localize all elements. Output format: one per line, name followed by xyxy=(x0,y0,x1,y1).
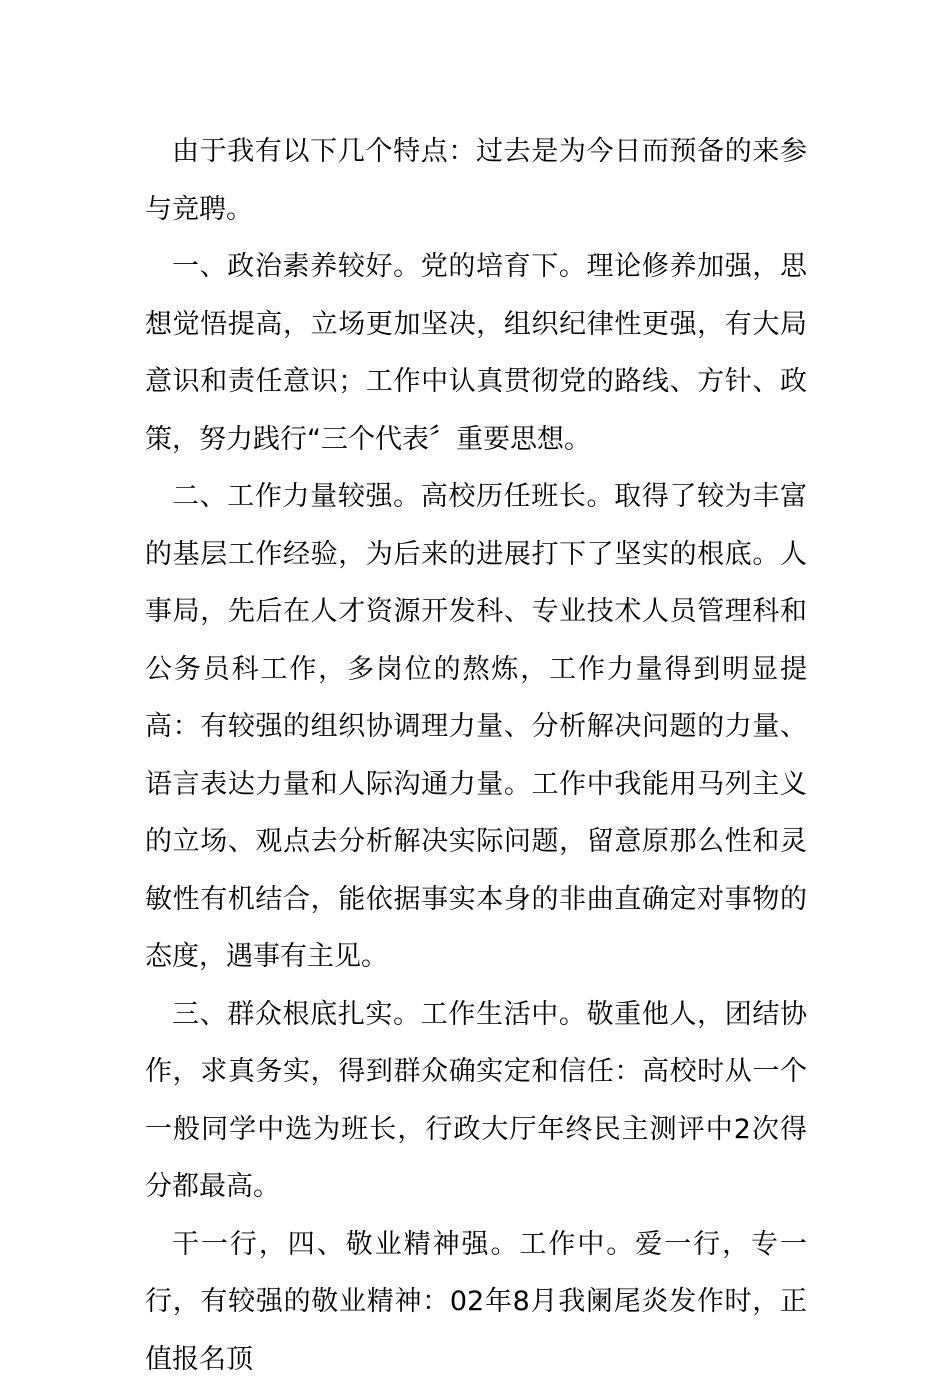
paragraph-dedication: 干一行，四、敬业精神强。工作中。爱一行，专一行，有较强的敬业精神：02年8月我阑尾炎发作时，正值报名顶 xyxy=(145,1216,807,1388)
document-body xyxy=(145,123,807,1388)
paragraph-intro: 由于我有以下几个特点：过去是为今日而预备的来参与竞聘。 xyxy=(145,123,807,238)
paragraph-work-ability: 二、工作力量较强。高校历任班长。取得了较为丰富的基层工作经验，为后来的进展打下了坚实的根底。人事局，先后在人才资源开发科、专业技术人员管理科和公务员科工作，多岗位的熬炼，工作力量得到明显提高：有较强的组织协调理力量、分析解决问题的力量、语言表达力量和人际沟通力量。工作中我能用马列主义的立场、观点去分析解决实际问题，留意原那么性和灵敏性有机结合，能依据事实本身的非曲直确定对事物的态度，遇事有主见。 xyxy=(145,468,807,986)
paragraph-mass-foundation: 三、群众根底扎实。工作生活中。敬重他人，团结协作，求真务实，得到群众确实定和信任：高校时从一个一般同学中选为班长，行政大厅年终民主测评中2次得分都最高。 xyxy=(145,986,807,1216)
paragraph-political-quality: 一、政治素养较好。党的培育下。理论修养加强，思想觉悟提高，立场更加坚决，组织纪律性更强，有大局意识和责任意识；工作中认真贯彻党的路线、方针、政策，努力践行“三个代表〞重要思想。 xyxy=(145,238,807,468)
